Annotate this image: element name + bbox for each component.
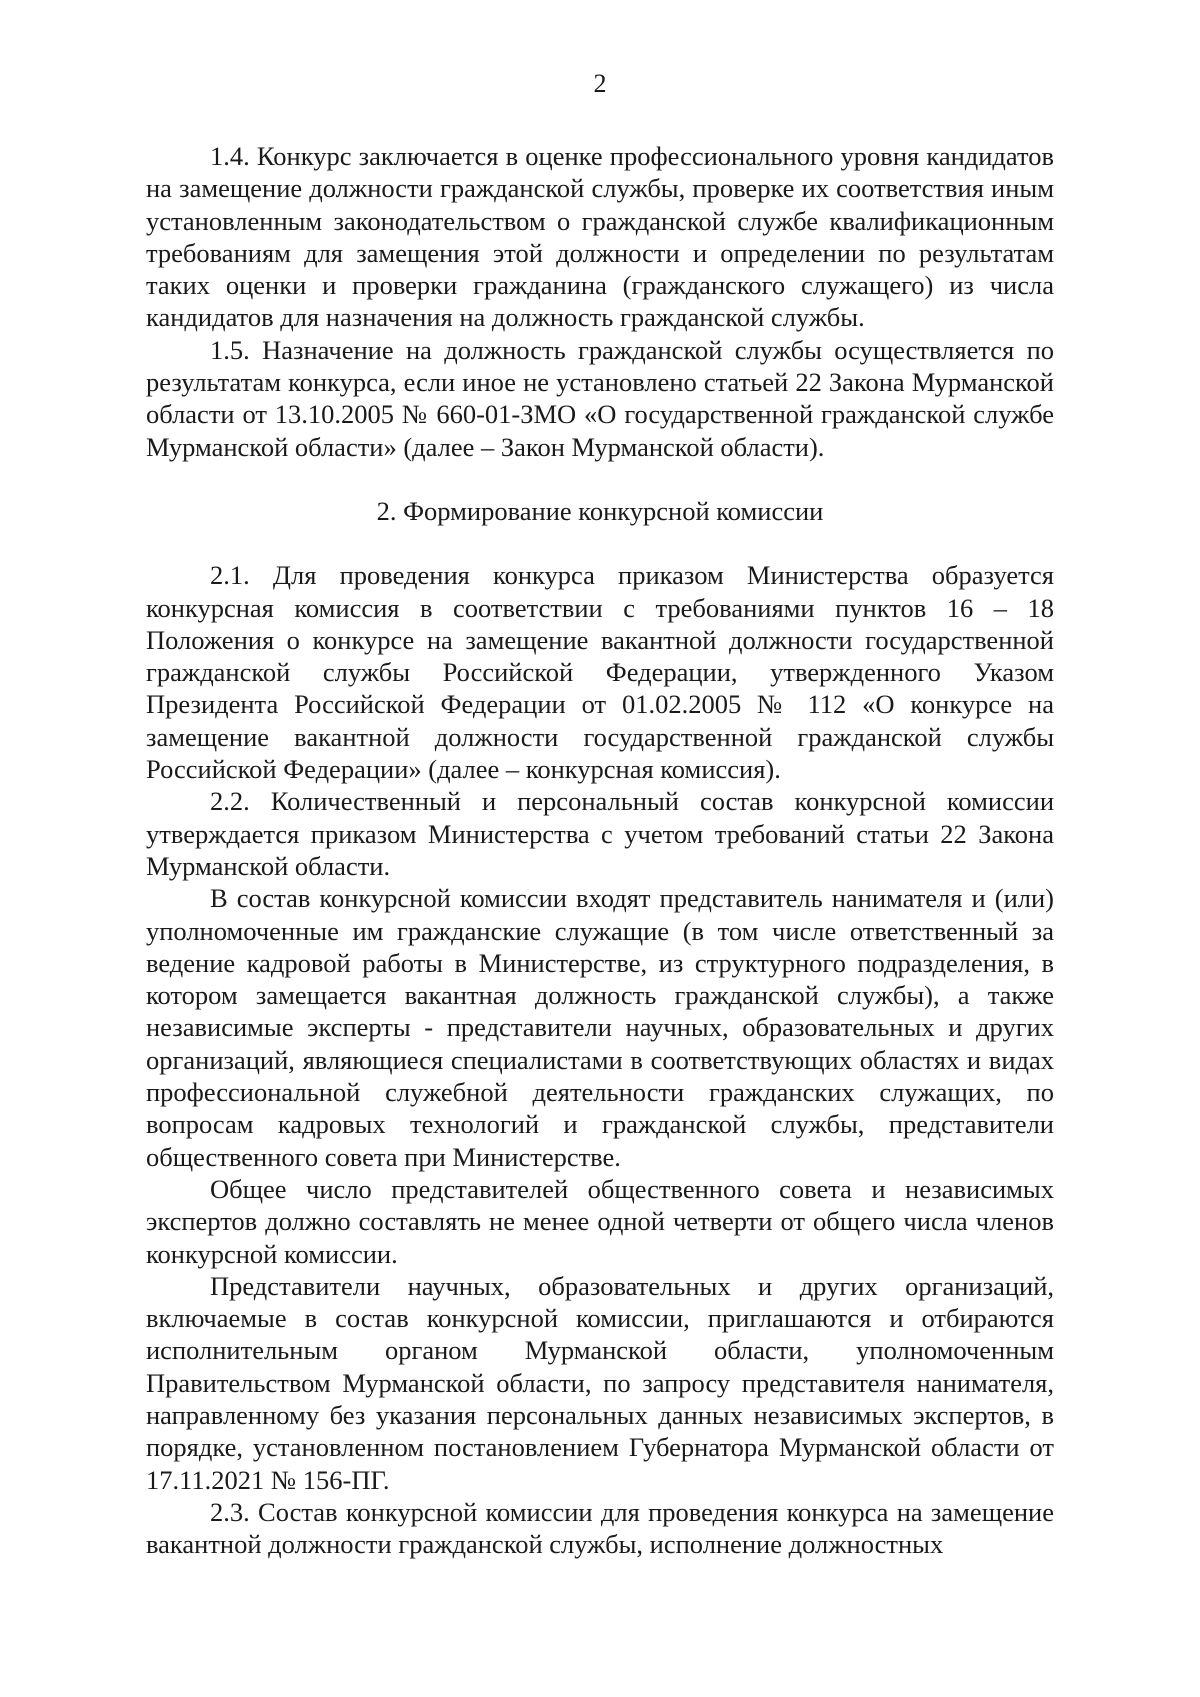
paragraph-experts-quota: Общее число представителей общественного совета и независимых экспертов должно составлять не менее одной четверти от общего числа членов конкурсной комиссии. [146, 1173, 1054, 1269]
paragraph-1-4: 1.4. Конкурс заключается в оценке профессионального уровня кандидатов на замещение должности гражданской службы, проверке их соответствия иным установленным законодательством о гражданской службе квалификационным требованиям для замещения этой должности и определении по результатам таких оценки и проверки гражданина (гражданского служащего) из числа кандидатов для назначения на должность гражданской службы. [146, 141, 1054, 333]
paragraph-2-3: 2.3. Состав конкурсной комиссии для проведения конкурса на замещение вакантной должности гражданской службы, исполнение должностных [146, 1496, 1054, 1560]
page-number: 2 [593, 69, 607, 98]
paragraph-2-1: 2.1. Для проведения конкурса приказом Министерства образуется конкурсная комиссия в соответствии с требованиями пунктов 16 – 18 Положения о конкурсе на замещение вакантной должности государственной гражданской службы Российской Федерации, утвержденного Указом Президента Российской Федерации от 01.02.2005 № 112 «О конкурсе на замещение вакантной должности государственной гражданской службы Российской Федерации» (далее – конкурсная комиссия). [146, 560, 1054, 785]
paragraph-1-5: 1.5. Назначение на должность гражданской службы осуществляется по результатам конкурса, если иное не установлено статьей 22 Закона Мурманской области от 13.10.2005 № 660-01-ЗМО «О государственной гражданской службе Мурманской области» (далее – Закон Мурманской области). [146, 334, 1054, 462]
section-heading: 2. Формирование конкурсной комиссии [376, 495, 824, 526]
paragraph-organizations: Представители научных, образовательных и других организаций, включаемые в состав конкурсной комиссии, приглашаются и отбираются исполнительным органом Мурманской области, уполномоченным Правительством Мурманской области, по запросу представителя нанимателя, направленному без указания персональных данных независимых экспертов, в порядке, установленном постановлением Губернатора Мурманской области от 17.11.2021 № 156-ПГ. [146, 1270, 1054, 1495]
document-body [146, 140, 1054, 1560]
paragraph-commission-composition: В состав конкурсной комиссии входят представитель нанимателя и (или) уполномоченные им гражданские служащие (в том числе ответственный за ведение кадровой работы в Министерстве, из структурного подразделения, в котором замещается вакантная должность гражданской службы), а также независимые эксперты - представители научных, образовательных и других организаций, являющиеся специалистами в соответствующих областях и видах профессиональной служебной деятельности гражданских служащих, по вопросам кадровых технологий и гражданской службы, представители общественного совета при Министерстве. [146, 883, 1054, 1172]
paragraph-2-2: 2.2. Количественный и персональный состав конкурсной комиссии утверждается приказом Министерства с учетом требований статьи 22 Закона Мурманской области. [146, 786, 1054, 881]
